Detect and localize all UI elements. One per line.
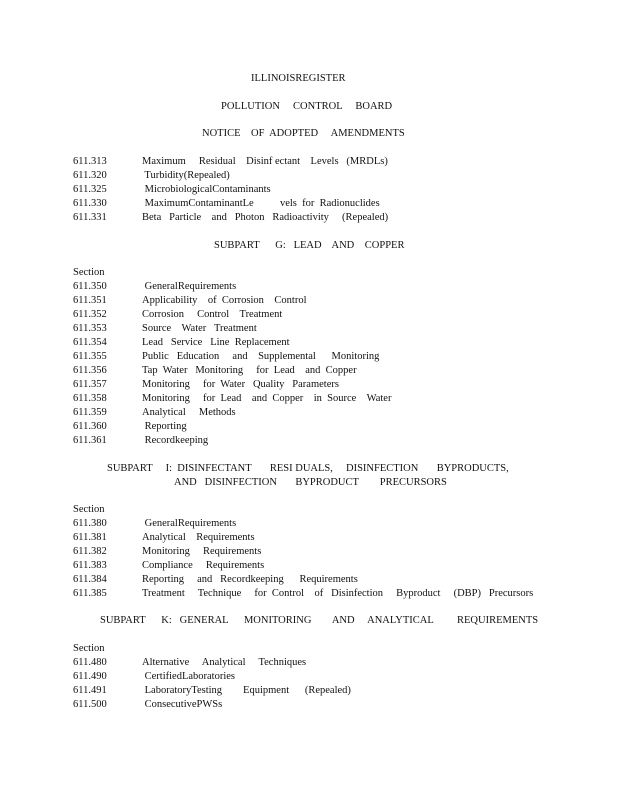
section-label: Section	[73, 643, 105, 654]
subpart-i-heading-line1: SUBPART I: DISINFECTANT RESI DUALS, DISINFECTION BYPRODUCTS,	[107, 463, 509, 474]
section-title: Monitoring Requirements	[142, 546, 262, 557]
notice-title: NOTICE OF ADOPTED AMENDMENTS	[202, 128, 405, 139]
section-title: Monitoring for Water Quality Parameters	[142, 379, 339, 390]
section-number: 611.313	[73, 156, 107, 167]
section-number: 611.330	[73, 198, 107, 209]
subpart-g-heading: SUBPART G: LEAD AND COPPER	[214, 240, 405, 251]
section-number: 611.383	[73, 560, 107, 571]
section-number: 611.320	[73, 170, 107, 181]
section-title: Recordkeeping	[142, 435, 209, 446]
subpart-i-heading-line2: AND DISINFECTION BYPRODUCT PRECURSORS	[174, 477, 447, 488]
section-title: Public Education and Supplemental Monitoring	[142, 351, 380, 362]
section-number: 611.331	[73, 212, 107, 223]
subpart-k-heading: SUBPART K: GENERAL MONITORING AND ANALYTICAL REQUIREMENTS	[100, 615, 539, 626]
section-number: 611.356	[73, 365, 107, 376]
section-title: CertifiedLaboratories	[142, 671, 236, 682]
section-title: Maximum Residual Disinf ectant Levels (MRDLs)	[142, 156, 388, 167]
section-title: GeneralRequirements	[142, 281, 237, 292]
section-number: 611.382	[73, 546, 107, 557]
section-title: Applicability of Corrosion Control	[142, 295, 307, 306]
section-title: Tap Water Monitoring for Lead and Copper	[142, 365, 357, 376]
section-number: 611.491	[73, 685, 107, 696]
section-number: 611.353	[73, 323, 107, 334]
section-label: Section	[73, 504, 105, 515]
section-title: MicrobiologicalContaminants	[142, 184, 271, 195]
section-title: Analytical Methods	[142, 407, 236, 418]
section-number: 611.358	[73, 393, 107, 404]
section-number: 611.355	[73, 351, 107, 362]
section-number: 611.381	[73, 532, 107, 543]
section-number: 611.350	[73, 281, 107, 292]
section-title: GeneralRequirements	[142, 518, 237, 529]
section-label: Section	[73, 267, 105, 278]
section-number: 611.385	[73, 588, 107, 599]
section-title: Source Water Treatment	[142, 323, 257, 334]
section-number: 611.352	[73, 309, 107, 320]
section-number: 611.380	[73, 518, 107, 529]
section-number: 611.490	[73, 671, 107, 682]
section-number: 611.354	[73, 337, 107, 348]
section-title: Beta Particle and Photon Radioactivity (Repealed)	[142, 212, 389, 223]
section-title: Corrosion Control Treatment	[142, 309, 283, 320]
section-title: MaximumContaminantLe vels for Radionuclides	[142, 198, 380, 209]
section-title: Analytical Requirements	[142, 532, 255, 543]
section-title: Alternative Analytical Techniques	[142, 657, 307, 668]
section-number: 611.480	[73, 657, 107, 668]
section-number: 611.325	[73, 184, 107, 195]
agency-title: POLLUTION CONTROL BOARD	[221, 101, 393, 112]
section-number: 611.361	[73, 435, 107, 446]
section-number: 611.359	[73, 407, 107, 418]
section-title: LaboratoryTesting Equipment (Repealed)	[142, 685, 351, 696]
section-title: Reporting	[142, 421, 187, 432]
section-title: Turbidity(Repealed)	[142, 170, 230, 181]
section-title: Treatment Technique for Control of Disinfection Byproduct (DBP) Precursors	[142, 588, 534, 599]
section-title: Monitoring for Lead and Copper in Source Water	[142, 393, 392, 404]
section-title: Compliance Requirements	[142, 560, 265, 571]
section-title: ConsecutivePWSs	[142, 699, 223, 710]
register-title: ILLINOISREGISTER	[251, 73, 346, 84]
section-number: 611.360	[73, 421, 107, 432]
section-title: Lead Service Line Replacement	[142, 337, 290, 348]
section-number: 611.351	[73, 295, 107, 306]
section-number: 611.357	[73, 379, 107, 390]
section-number: 611.384	[73, 574, 107, 585]
section-number: 611.500	[73, 699, 107, 710]
section-title: Reporting and Recordkeeping Requirements	[142, 574, 358, 585]
